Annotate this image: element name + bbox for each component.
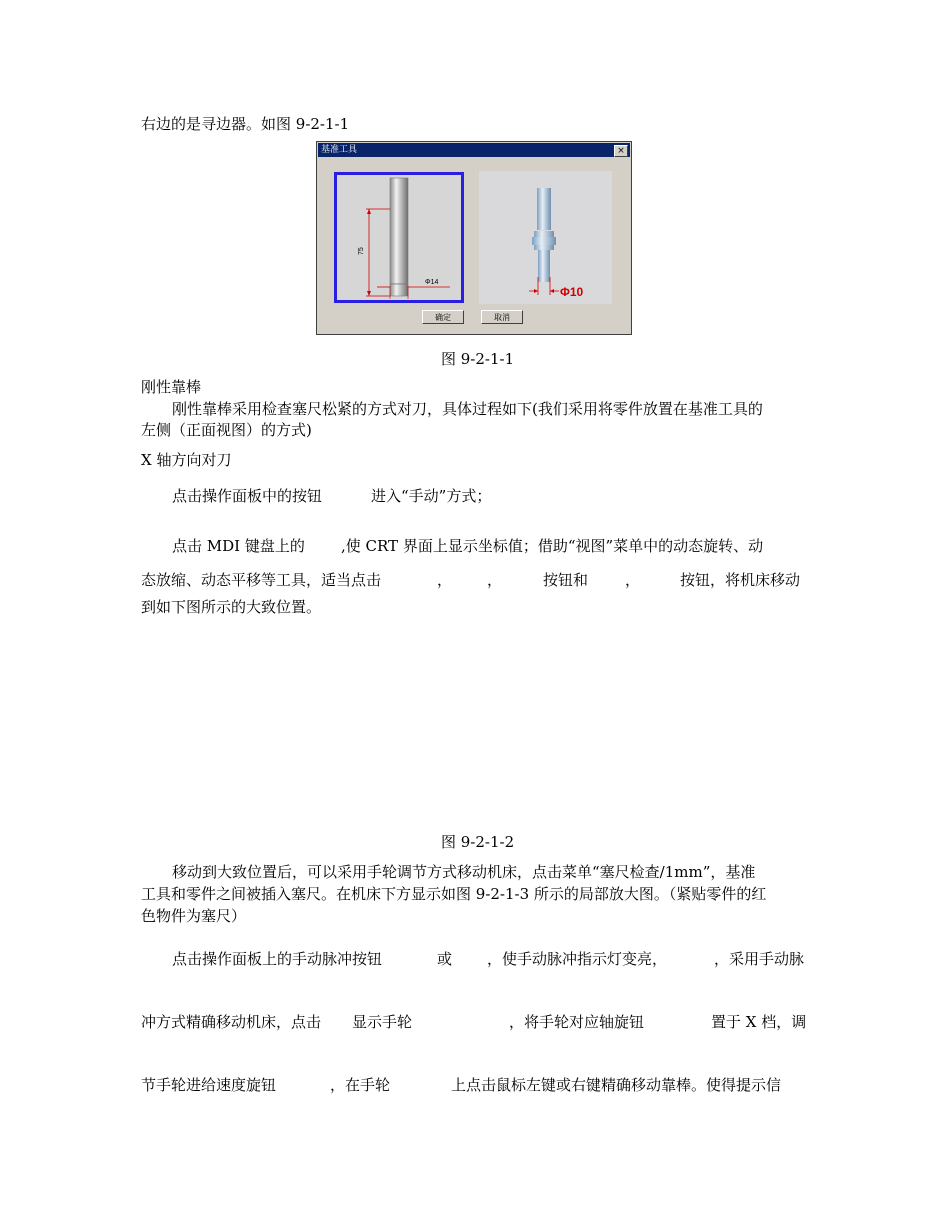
text-line: 态放缩、动态平移等工具，适当点击 [141,571,382,589]
text-line: 上点击鼠标左键或右键精确移动靠棒。使得提示信 [451,1076,782,1094]
text-line: ，使手动脉冲指示灯变亮， [487,950,668,968]
text-line: ,使 CRT 界面上显示坐标值；借助“视图”菜单中的动态旋转、动 [341,537,764,555]
dialog-titlebar [318,143,630,157]
dim-diameter-label: Φ14 [425,279,439,286]
figure-caption: 图 9-2-1-1 [441,350,515,368]
text-line: ， [625,571,641,589]
cancel-button[interactable]: 取消 [481,310,523,324]
text-line: 或 [437,950,453,968]
text-line: ，在手轮 [330,1076,391,1094]
text-line: 冲方式精确移动机床，点击 [141,1013,322,1031]
probe-diameter-label: Φ10 [560,285,584,299]
dialog-title: 基准工具 [321,145,358,155]
ok-button[interactable]: 确定 [422,310,464,324]
text-line: ， [437,571,453,589]
datum-tool-dialog [316,141,632,335]
rigid-rod-drawing [337,175,461,300]
text-line: ，将手轮对应轴旋钮 [509,1013,645,1031]
rigid-rod-panel[interactable] [334,172,464,303]
text-line: 右边的是寻边器。如图 9-2-1-1 [141,115,350,133]
text-line: 移动到大致位置后，可以采用手轮调节方式移动机床，点击菜单“塞尺检查/1mm”，基准 [172,863,756,881]
text-line: 点击操作面板中的按钮 [172,487,323,505]
text-line: 点击操作面板上的手动脉冲按钮 [172,950,383,968]
text-line: 工具和零件之间被插入塞尺。在机床下方显示如图 9-2-1-3 所示的局部放大图。（紧贴零件的红 [141,885,767,903]
heading-rigid-rod: 刚性靠棒 [141,378,202,396]
text-line: 按钮，将机床移动 [680,571,801,589]
text-line: 显示手轮 [352,1013,413,1031]
text-line: 左侧（正面视图）的方式) [141,421,312,439]
text-line: 刚性靠棒采用检查塞尺松紧的方式对刀，具体过程如下(我们采用将零件放置在基准工具的 [172,400,763,418]
text-line: 进入“手动”方式； [371,487,492,505]
text-line: 到如下图所示的大致位置。 [141,598,322,616]
text-line: ， [487,571,503,589]
figure-caption: 图 9-2-1-2 [441,833,515,851]
dim-length-label: 75 [358,247,365,255]
edge-finder-panel[interactable] [479,171,612,304]
text-line: ，采用手动脉 [714,950,805,968]
close-button[interactable]: × [614,145,628,157]
text-line: 按钮和 [543,571,589,589]
text-line: 置于 X 档，调 [711,1013,807,1031]
edge-finder-drawing [479,171,612,304]
text-line: 色物件为塞尺） [141,907,247,925]
heading-x-axis: X 轴方向对刀 [141,451,232,469]
text-line: 点击 MDI 键盘上的 [172,537,305,555]
text-line: 节手轮进给速度旋钮 [141,1076,277,1094]
